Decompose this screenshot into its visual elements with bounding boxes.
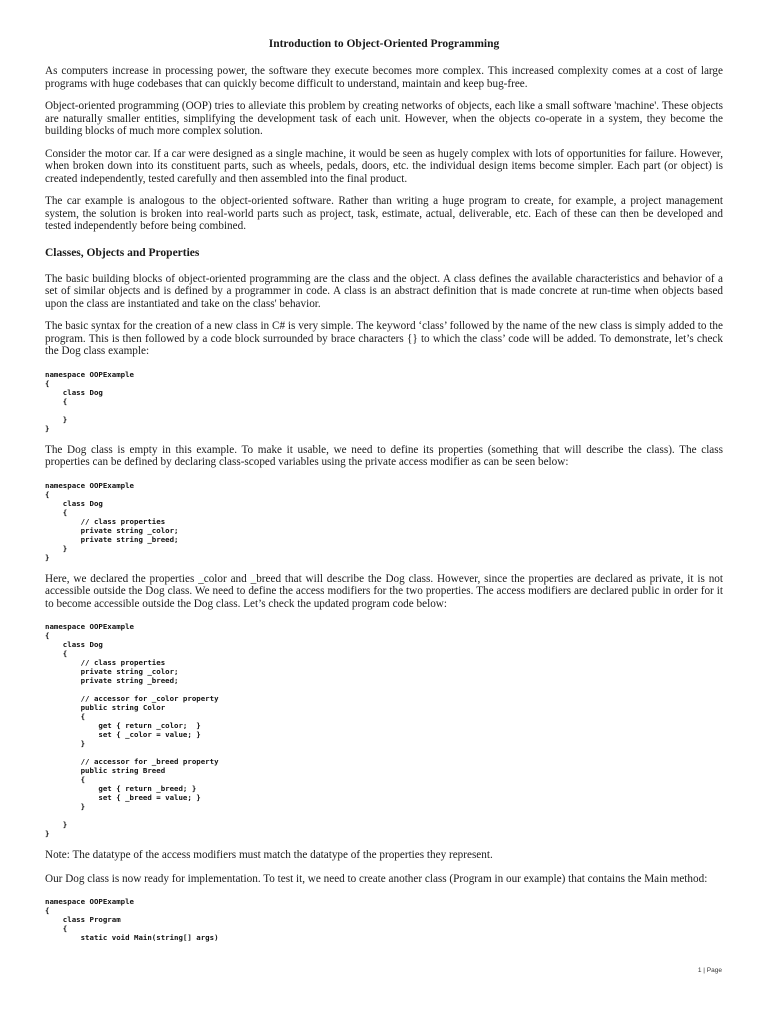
note-paragraph: Note: The datatype of the access modifiers must match the datatype of the properties they represent. [45, 849, 493, 861]
document-page [45, 38, 723, 953]
paragraph-classes-2: The basic syntax for the creation of a new class in C# is very simple. The keyword ‘class’ followed by the name of the new class is simply added to the program. This is then followed by a code block surrounded by brace characters {} to which the class’ code will be added. To demonstrate, let’s check the Dog class example: [45, 320, 723, 357]
paragraph-intro-2: Object-oriented programming (OOP) tries to alleviate this problem by creating networks of objects, each like a small software 'machine'. These objects are naturally smaller entities, simplifying the development task of each unit. However, when the objects co-operate in a system, they become the building blocks of much more complex solution. [45, 100, 723, 137]
section-heading: Classes, Objects and Properties [45, 246, 200, 259]
code-block-3: namespace OOPExample { class Dog { // class properties private string _color; private string _breed; // accessor for _color property public string Color { get { return _color; } set { _color = value; } } // accessor for _breed property public string Breed { get { return _breed; } set { _breed = value; } } } } [45, 622, 219, 838]
document-title: Introduction to Object-Oriented Programming [268, 38, 500, 50]
paragraph-intro-1: As computers increase in processing power, the software they execute becomes more complex. This increased complexity comes at a cost of large programs with huge codebases that can quickly become difficult to understand, maintain and keep bug-free. [45, 65, 723, 90]
paragraph-after-code-1: The Dog class is empty in this example. To make it usable, we need to define its properties (something that will describe the class). The class properties can be defined by declaring class-scoped variables using the private access modifier as can be seen below: [45, 443, 723, 468]
code-block-2: namespace OOPExample { class Dog { // class properties private string _color; private string _breed; } } [45, 480, 179, 562]
paragraph-intro-3: Consider the motor car. If a car were designed as a single machine, it would be seen as hugely complex with lots of opportunities for failure. However, when broken down into its constituent parts, such as wheels, pedals, doors, etc. the individual design items become simpler. Each part (or object) is created independently, tested carefully and then assembled into the final product. [45, 147, 723, 185]
paragraph-after-code-2: Here, we declared the properties _color and _breed that will describe the Dog class. However, since the properties are declared as private, it is not accessible outside the Dog class. We need to define the access modifiers for the two properties. The access modifiers are declared public in order for it to become accessible outside the Dog class. Let’s check the updated program code below: [45, 572, 723, 610]
code-block-4: namespace OOPExample { class Program { static void Main(string[] args) [45, 897, 219, 942]
paragraph-intro-4: The car example is analogous to the object-oriented software. Rather than writing a huge program to create, for example, a project management system, the solution is broken into real-world parts such as project, task, estimate, actual, deliverable, etc. Each of these can then be developed and tested independently before being combined. [45, 195, 723, 232]
paragraph-before-code-4: Our Dog class is now ready for implementation. To test it, we need to create another class (Program in our example) that contains the Main method: [45, 872, 708, 885]
paragraph-classes-1: The basic building blocks of object-oriented programming are the class and the object. A class defines the available characteristics and behavior of a set of similar objects and is defined by a programmer in code. A class is an abstract definition that is made concrete at run-time when objects based upon the class are instantiated and take on the class' behavior. [45, 272, 723, 310]
code-block-1: namespace OOPExample { class Dog { } } [45, 369, 134, 433]
page-number-footer: 1 | Page [697, 967, 722, 974]
